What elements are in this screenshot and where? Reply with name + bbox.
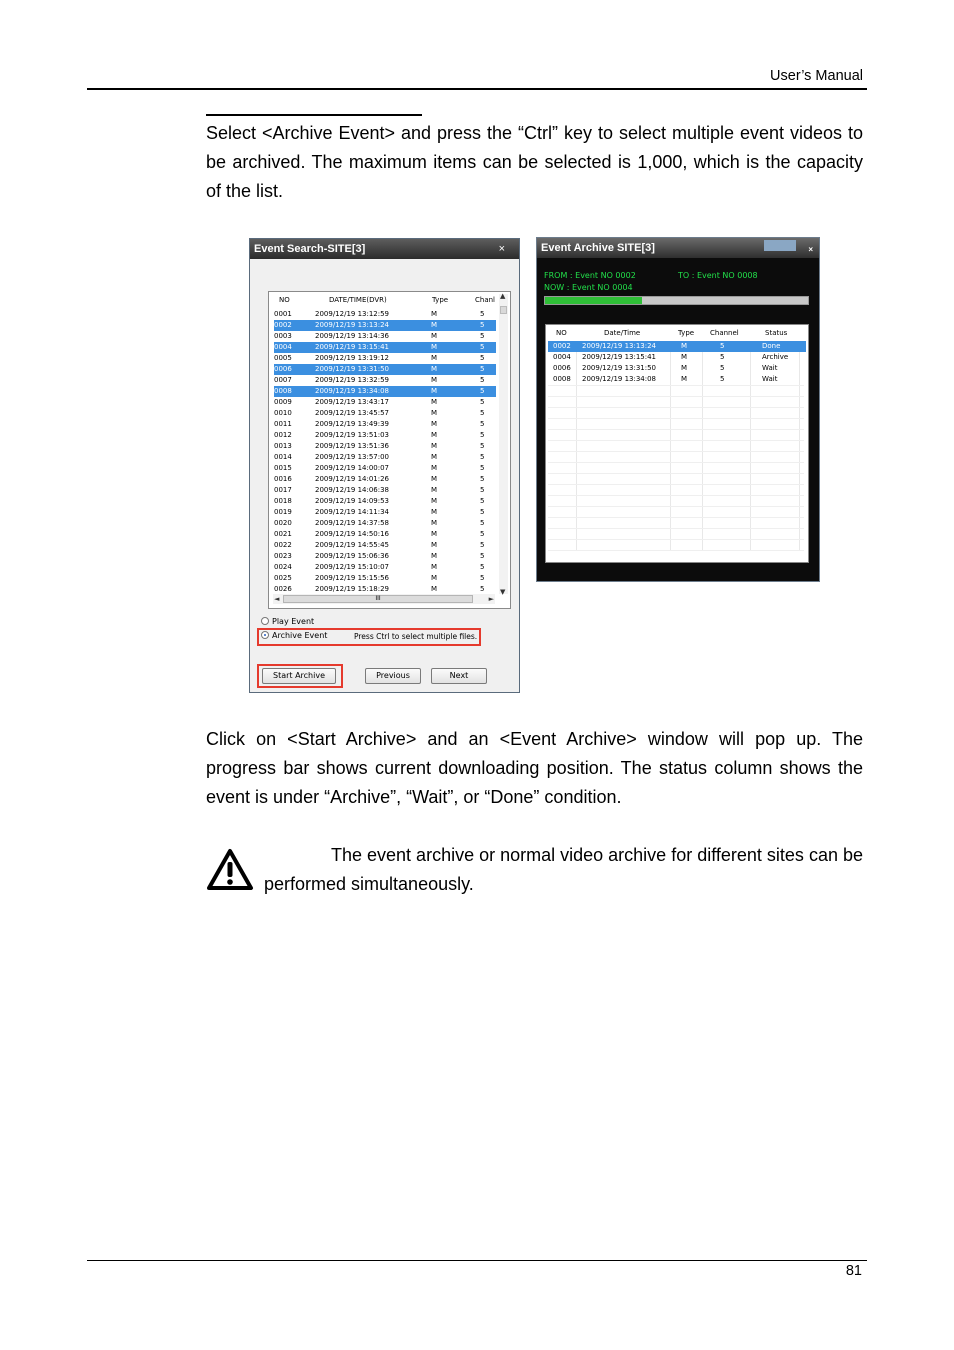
- grid-line: [548, 418, 804, 419]
- archive-now: NOW : Event NO 0004: [544, 283, 633, 292]
- table-row[interactable]: [274, 551, 496, 562]
- row-channel: 5: [480, 409, 485, 417]
- row-channel: 5: [480, 541, 485, 549]
- row-no: 0019: [274, 508, 292, 516]
- horizontal-scroll-thumb[interactable]: [283, 595, 473, 603]
- grid-line: [548, 517, 804, 518]
- row-no: 0024: [274, 563, 292, 571]
- row-channel: 5: [480, 343, 485, 351]
- row-no: 0001: [274, 310, 292, 318]
- row-status: Archive: [762, 353, 789, 361]
- horizontal-scrollbar[interactable]: [273, 594, 495, 604]
- row-datetime: 2009/12/19 13:12:59: [315, 310, 390, 318]
- row-type: M: [431, 530, 438, 538]
- row-type: M: [431, 321, 438, 329]
- grid-line: [548, 473, 804, 474]
- table-row[interactable]: [274, 463, 496, 474]
- row-channel: 5: [480, 398, 485, 406]
- row-type: M: [431, 519, 438, 527]
- grid-line: [548, 495, 804, 496]
- grid-line: [548, 528, 804, 529]
- row-channel: 5: [480, 442, 485, 450]
- table-row[interactable]: [274, 441, 496, 452]
- grid-line: [548, 385, 804, 386]
- next-button[interactable]: Next: [431, 668, 487, 684]
- row-no: 0023: [274, 552, 292, 560]
- scroll-left-icon[interactable]: ◄: [274, 595, 280, 603]
- column-header-type[interactable]: Type: [678, 329, 695, 337]
- event-list-header: [269, 294, 501, 306]
- row-type: M: [431, 387, 438, 395]
- row-channel: 5: [480, 497, 485, 505]
- row-channel: 5: [480, 475, 485, 483]
- row-no: 0013: [274, 442, 292, 450]
- row-no: 0016: [274, 475, 292, 483]
- row-datetime: 2009/12/19 13:13:24: [582, 342, 657, 350]
- row-status: Done: [762, 342, 781, 350]
- table-row[interactable]: [274, 529, 496, 540]
- row-datetime: 2009/12/19 13:57:00: [315, 453, 390, 461]
- row-no: 0002: [553, 342, 571, 350]
- row-no: 0026: [274, 585, 292, 593]
- table-row[interactable]: [274, 452, 496, 463]
- row-datetime: 2009/12/19 13:32:59: [315, 376, 390, 384]
- row-datetime: 2009/12/19 15:18:29: [315, 585, 390, 593]
- vertical-scrollbar[interactable]: [499, 294, 508, 594]
- row-type: M: [681, 375, 688, 383]
- note-paragraph: The event archive or normal video archive for different sites can be performed simultaneously.: [264, 845, 863, 894]
- table-row[interactable]: [274, 562, 496, 573]
- row-datetime: 2009/12/19 14:00:07: [315, 464, 390, 472]
- archive-event-label: Archive Event: [272, 631, 328, 640]
- column-header-datetime[interactable]: Date/Time: [604, 329, 641, 337]
- table-row[interactable]: [274, 386, 496, 397]
- row-no: 0006: [553, 364, 571, 372]
- row-channel: 5: [480, 464, 485, 472]
- row-channel: 5: [480, 420, 485, 428]
- scroll-thumb[interactable]: [500, 306, 507, 314]
- column-header-no[interactable]: NO: [556, 329, 567, 337]
- row-datetime: 2009/12/19 14:01:26: [315, 475, 390, 483]
- close-icon[interactable]: ×: [498, 243, 505, 255]
- row-type: M: [431, 343, 438, 351]
- row-datetime: 2009/12/19 13:19:12: [315, 354, 390, 362]
- table-row[interactable]: [274, 430, 496, 441]
- row-type: M: [431, 409, 438, 417]
- row-no: 0004: [553, 353, 571, 361]
- row-type: M: [681, 342, 688, 350]
- table-row[interactable]: [274, 320, 496, 331]
- row-no: 0011: [274, 420, 292, 428]
- row-channel: 5: [480, 530, 485, 538]
- radio-unchecked-icon: [261, 617, 269, 625]
- row-datetime: 2009/12/19 13:49:39: [315, 420, 390, 428]
- column-header-type[interactable]: Type: [432, 296, 449, 304]
- event-archive-titlebar: [537, 238, 819, 258]
- table-row[interactable]: [274, 342, 496, 353]
- table-row[interactable]: [548, 374, 806, 385]
- row-datetime: 2009/12/19 13:31:50: [582, 364, 657, 372]
- header-rule: [87, 88, 867, 90]
- ctrl-hint: Press Ctrl to select multiple files.: [354, 632, 478, 641]
- row-channel: 5: [480, 431, 485, 439]
- row-channel: 5: [480, 486, 485, 494]
- row-no: 0006: [274, 365, 292, 373]
- play-event-radio[interactable]: [261, 617, 314, 626]
- row-type: M: [431, 552, 438, 560]
- table-row[interactable]: [274, 309, 496, 320]
- column-header-channel[interactable]: Channel: [710, 329, 739, 337]
- row-type: M: [431, 585, 438, 593]
- row-no: 0004: [274, 343, 292, 351]
- row-datetime: 2009/12/19 14:55:45: [315, 541, 390, 549]
- row-no: 0020: [274, 519, 292, 527]
- column-header-no[interactable]: NO: [279, 296, 290, 304]
- header-title: User’s Manual: [770, 68, 863, 84]
- row-no: 0007: [274, 376, 292, 384]
- row-channel: 5: [480, 310, 485, 318]
- table-row[interactable]: [274, 540, 496, 551]
- table-row[interactable]: [274, 364, 496, 375]
- start-archive-button[interactable]: Start Archive: [262, 668, 336, 684]
- row-no: 0014: [274, 453, 292, 461]
- row-datetime: 2009/12/19 13:34:08: [315, 387, 390, 395]
- grid-line: [548, 506, 804, 507]
- row-type: M: [681, 353, 688, 361]
- row-type: M: [431, 541, 438, 549]
- row-datetime: 2009/12/19 13:43:17: [315, 398, 390, 406]
- row-type: M: [431, 431, 438, 439]
- grid-line: [548, 429, 804, 430]
- close-icon[interactable]: ×: [808, 245, 813, 254]
- row-status: Wait: [762, 375, 778, 383]
- row-type: M: [431, 354, 438, 362]
- section-rule: [206, 114, 422, 116]
- row-channel: 5: [480, 387, 485, 395]
- archive-from: FROM : Event NO 0002: [544, 271, 636, 280]
- start-archive-highlight-box: [257, 664, 343, 688]
- row-type: M: [431, 310, 438, 318]
- row-no: 0025: [274, 574, 292, 582]
- table-row[interactable]: [274, 397, 496, 408]
- row-type: M: [431, 486, 438, 494]
- table-row[interactable]: [274, 518, 496, 529]
- row-no: 0018: [274, 497, 292, 505]
- row-datetime: 2009/12/19 14:11:34: [315, 508, 390, 516]
- grid-line: [548, 396, 804, 397]
- row-datetime: 2009/12/19 13:34:08: [582, 375, 657, 383]
- row-datetime: 2009/12/19 14:09:53: [315, 497, 390, 505]
- archive-list-header: [546, 327, 808, 339]
- scroll-up-icon[interactable]: ▲: [500, 292, 506, 300]
- table-row[interactable]: [274, 353, 496, 364]
- table-row[interactable]: [274, 331, 496, 342]
- row-channel: 5: [480, 552, 485, 560]
- row-datetime: 2009/12/19 13:45:57: [315, 409, 390, 417]
- row-type: M: [431, 398, 438, 406]
- grid-line: [548, 451, 804, 452]
- row-status: Wait: [762, 364, 778, 372]
- table-row[interactable]: [274, 474, 496, 485]
- grid-line: [548, 484, 804, 485]
- warning-icon: [206, 848, 254, 892]
- page-number: 81: [845, 1263, 862, 1279]
- row-datetime: 2009/12/19 15:15:56: [315, 574, 390, 582]
- table-row[interactable]: [274, 496, 496, 507]
- row-channel: 5: [480, 332, 485, 340]
- row-datetime: 2009/12/19 14:37:58: [315, 519, 390, 527]
- grid-line: [548, 440, 804, 441]
- table-row[interactable]: [274, 573, 496, 584]
- column-header-status[interactable]: Status: [765, 329, 788, 337]
- row-datetime: 2009/12/19 13:51:03: [315, 431, 390, 439]
- event-list[interactable]: [268, 291, 511, 609]
- row-datetime: 2009/12/19 13:15:41: [315, 343, 390, 351]
- row-type: M: [431, 442, 438, 450]
- row-type: M: [431, 365, 438, 373]
- grid-line: [548, 462, 804, 463]
- scroll-right-icon[interactable]: ►: [488, 595, 494, 603]
- row-channel: 5: [480, 453, 485, 461]
- row-channel: 5: [720, 353, 725, 361]
- row-datetime: 2009/12/19 13:51:36: [315, 442, 390, 450]
- row-no: 0005: [274, 354, 292, 362]
- row-no: 0002: [274, 321, 292, 329]
- row-type: M: [431, 453, 438, 461]
- row-type: M: [431, 376, 438, 384]
- row-no: 0012: [274, 431, 292, 439]
- archive-to: TO : Event NO 0008: [678, 271, 758, 280]
- footer-rule: [87, 1260, 867, 1261]
- event-search-title: Event Search-SITE[3]: [254, 243, 366, 255]
- row-channel: 5: [480, 321, 485, 329]
- row-channel: 5: [480, 354, 485, 362]
- row-datetime: 2009/12/19 13:14:36: [315, 332, 390, 340]
- row-type: M: [431, 563, 438, 571]
- row-type: M: [431, 332, 438, 340]
- row-no: 0021: [274, 530, 292, 538]
- event-search-titlebar: [250, 239, 519, 259]
- row-datetime: 2009/12/19 15:06:36: [315, 552, 390, 560]
- window-controls: [764, 240, 813, 260]
- event-archive-title: Event Archive SITE[3]: [541, 242, 655, 254]
- event-list-rows: [274, 309, 496, 595]
- row-channel: 5: [720, 342, 725, 350]
- progress-fill: [545, 297, 642, 304]
- row-type: M: [431, 508, 438, 516]
- row-type: M: [431, 420, 438, 428]
- row-no: 0015: [274, 464, 292, 472]
- row-datetime: 2009/12/19 15:10:07: [315, 563, 390, 571]
- row-type: M: [431, 497, 438, 505]
- row-channel: 5: [480, 574, 485, 582]
- previous-button[interactable]: Previous: [365, 668, 421, 684]
- row-datetime: 2009/12/19 14:06:38: [315, 486, 390, 494]
- grid-line: [548, 539, 804, 540]
- table-row[interactable]: [548, 363, 806, 374]
- row-channel: 5: [720, 364, 725, 372]
- table-row[interactable]: [548, 341, 806, 352]
- row-type: M: [431, 475, 438, 483]
- row-type: M: [431, 464, 438, 472]
- row-no: 0017: [274, 486, 292, 494]
- minimize-maximize-icon[interactable]: [764, 240, 796, 251]
- row-no: 0022: [274, 541, 292, 549]
- row-channel: 5: [480, 585, 485, 593]
- archive-list-rows: [548, 341, 806, 385]
- table-row[interactable]: [274, 375, 496, 386]
- event-search-window: [249, 238, 520, 693]
- table-row[interactable]: [274, 507, 496, 518]
- table-row[interactable]: [274, 485, 496, 496]
- row-datetime: 2009/12/19 13:13:24: [315, 321, 390, 329]
- row-no: 0003: [274, 332, 292, 340]
- archive-progress-bar: [544, 296, 809, 305]
- intro-paragraph: Select <Archive Event> and press the “Ctrl” key to select multiple event videos to be archived. The maximum items can be selected is 1,000, which is the capacity of the list.: [206, 123, 863, 201]
- row-channel: 5: [720, 375, 725, 383]
- row-datetime: 2009/12/19 14:50:16: [315, 530, 390, 538]
- grid-line: [548, 550, 804, 551]
- column-header-channel[interactable]: Chanl: [475, 296, 495, 304]
- row-no: 0009: [274, 398, 292, 406]
- play-event-label: Play Event: [272, 617, 315, 626]
- row-no: 0008: [553, 375, 571, 383]
- archive-highlight-box: [257, 628, 481, 646]
- table-row[interactable]: [548, 352, 806, 363]
- body-paragraph: Click on <Start Archive> and an <Event Archive> window will pop up. The progress bar shows current downloading position. The status column shows the event is under “Archive”, “Wait”, or “Done” condition.: [206, 729, 863, 807]
- row-type: M: [431, 574, 438, 582]
- row-channel: 5: [480, 376, 485, 384]
- table-row[interactable]: [274, 408, 496, 419]
- row-channel: 5: [480, 365, 485, 373]
- scroll-grip-icon: III: [375, 595, 381, 602]
- row-channel: 5: [480, 508, 485, 516]
- row-channel: 5: [480, 519, 485, 527]
- table-row[interactable]: [274, 419, 496, 430]
- row-datetime: 2009/12/19 13:15:41: [582, 353, 657, 361]
- row-no: 0010: [274, 409, 292, 417]
- row-no: 0008: [274, 387, 292, 395]
- grid-line: [548, 407, 804, 408]
- archive-list[interactable]: [545, 324, 809, 563]
- scroll-down-icon[interactable]: ▼: [500, 588, 506, 596]
- column-header-datetime[interactable]: DATE/TIME(DVR): [329, 296, 387, 304]
- row-datetime: 2009/12/19 13:31:50: [315, 365, 390, 373]
- event-archive-window: [536, 237, 820, 582]
- row-type: M: [681, 364, 688, 372]
- row-channel: 5: [480, 563, 485, 571]
